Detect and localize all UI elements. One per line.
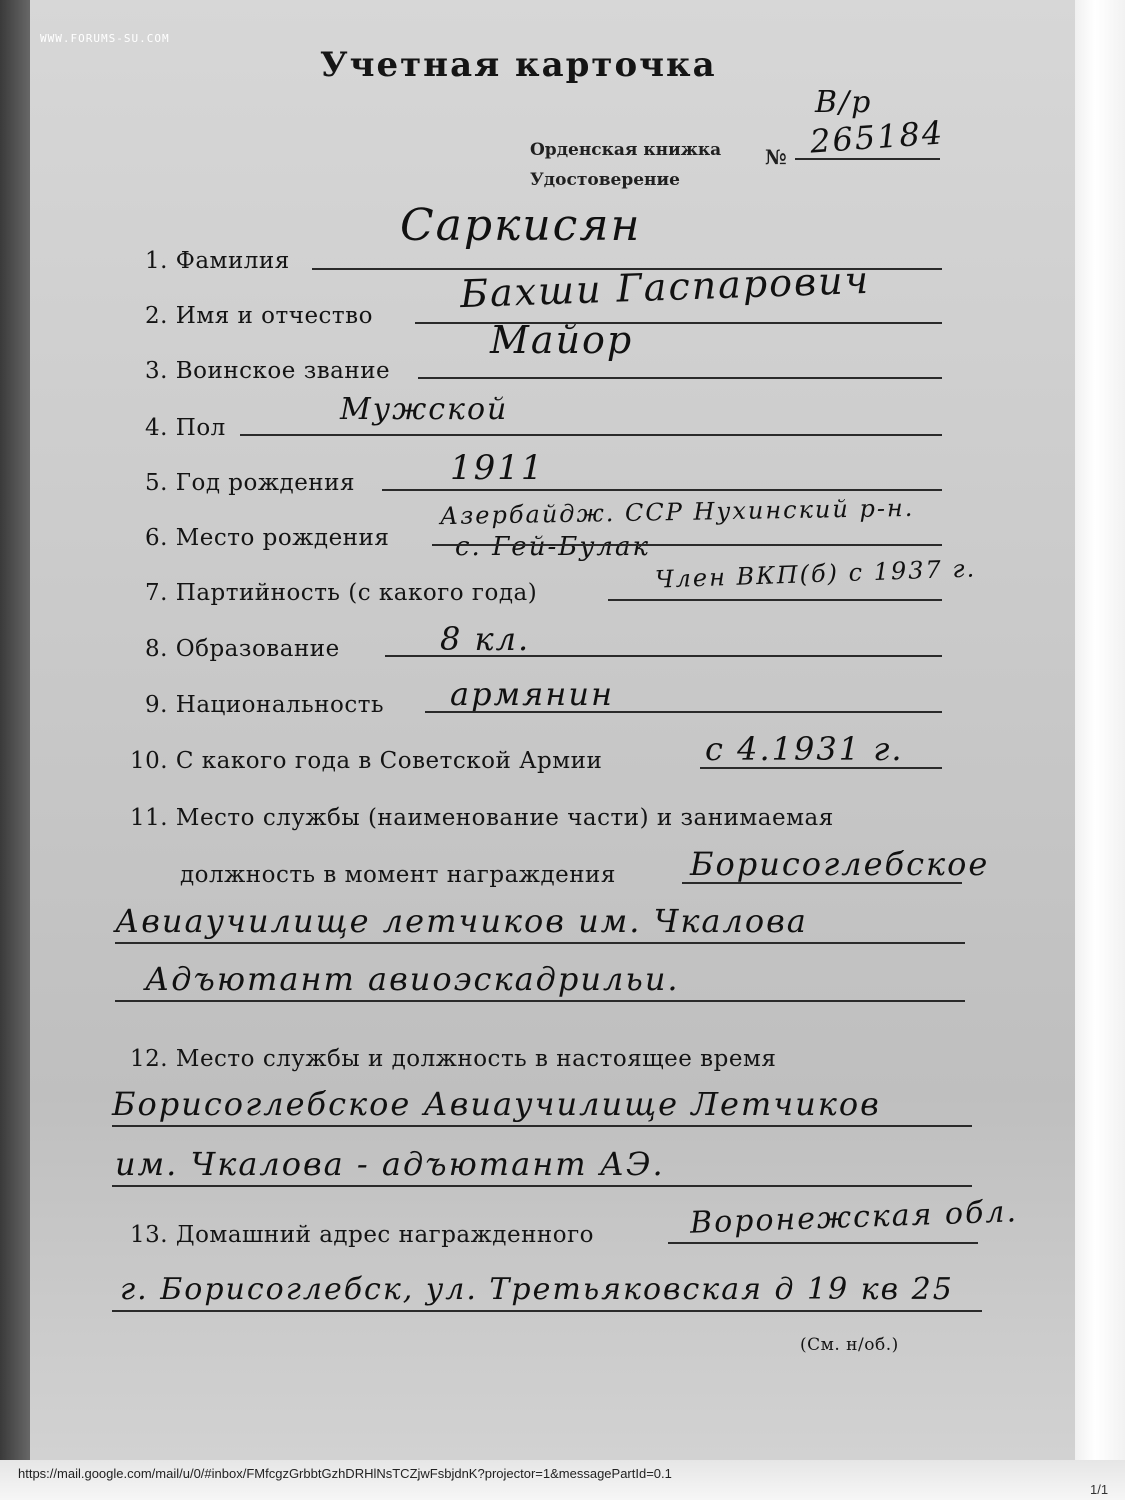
- field-value-birthplace-village: с. Гей-Булак: [455, 532, 650, 562]
- field-label-education: 8. Образование: [145, 636, 340, 662]
- field-value-sex: Мужской: [340, 392, 509, 427]
- field-line: [385, 655, 942, 657]
- field-line: [700, 767, 942, 769]
- field-value-home-address: г. Борисоглебск, ул. Третьяковская д 19 кв 25: [120, 1272, 954, 1307]
- field-line: [382, 489, 942, 491]
- field-label-rank: 3. Воинское звание: [145, 358, 391, 384]
- field-line: [608, 599, 942, 601]
- field-value-surname: Саркисян: [400, 200, 642, 251]
- browser-url: https://mail.google.com/mail/u/0/#inbox/FMfcgzGrbbtGzhDRHlNsTCZjwFsbjdnK?projector=1&messagePartId=0.1: [18, 1466, 672, 1481]
- certificate-label: Удостоверение: [530, 170, 680, 190]
- field-value-service-unit: Борисоглебское: [690, 845, 990, 883]
- series-value: В/р: [815, 85, 873, 120]
- field-line: [432, 544, 942, 546]
- field-value-army-since: с 4.1931 г.: [705, 730, 904, 768]
- field-line: [112, 1185, 972, 1187]
- order-book-label: Орденская книжка: [530, 140, 722, 160]
- field-value-education: 8 кл.: [440, 620, 531, 658]
- field-label-surname: 1. Фамилия: [145, 248, 290, 274]
- field-label-name: 2. Имя и отчество: [145, 303, 373, 329]
- field-label-home-address: 13. Домашний адрес награжденного: [130, 1222, 594, 1248]
- field-value-current-service: Борисоглебское Авиаучилище Летчиков: [112, 1085, 881, 1123]
- field-value-service-unit-2: Авиаучилище летчиков им. Чкалова: [115, 902, 808, 940]
- field-value-party: Член ВКП(б) с 1937 г.: [654, 554, 977, 594]
- field-value-nationality: армянин: [450, 675, 615, 713]
- field-line: [668, 1242, 978, 1244]
- field-label-birthplace: 6. Место рождения: [145, 525, 390, 551]
- number-sign: №: [765, 145, 787, 169]
- field-line: [112, 1310, 982, 1312]
- watermark: WWW.FORUMS-SU.COM: [40, 32, 170, 45]
- sheet-edge: [1075, 0, 1125, 1500]
- card-title: Учетная карточка: [320, 45, 717, 85]
- field-label-birth-year: 5. Год рождения: [145, 470, 355, 496]
- field-value-name: Бахши Гаспарович: [459, 257, 871, 317]
- field-label-service-at-award: 11. Место службы (наименование части) и занимаемая: [130, 805, 834, 831]
- field-line: [112, 1125, 972, 1127]
- field-value-current-service-2: им. Чкалова - адъютант АЭ.: [115, 1145, 665, 1183]
- field-line: [682, 882, 962, 884]
- footnote: (См. н/об.): [800, 1335, 899, 1355]
- field-line: [115, 1000, 965, 1002]
- field-label-sex: 4. Пол: [145, 415, 226, 441]
- order-book-number: 265184: [808, 113, 946, 161]
- field-label-army-since: 10. С какого года в Советской Армии: [130, 748, 603, 774]
- field-label-current-service: 12. Место службы и должность в настоящее время: [130, 1046, 777, 1072]
- page-counter: 1/1: [1090, 1482, 1109, 1497]
- field-value-birthplace: Азербайдж. ССР Нухинский р-н.: [439, 493, 915, 531]
- field-line: [240, 434, 942, 436]
- number-line: [795, 158, 940, 160]
- field-label-party: 7. Партийность (с какого года): [145, 580, 538, 606]
- field-value-home-address-region: Воронежская обл.: [689, 1194, 1019, 1241]
- field-line: [418, 377, 942, 379]
- field-line: [115, 942, 965, 944]
- field-line: [425, 711, 942, 713]
- field-label-service-at-award-2: должность в момент награждения: [180, 862, 616, 888]
- field-label-nationality: 9. Национальность: [145, 692, 384, 718]
- field-value-rank: Майор: [490, 318, 634, 362]
- field-value-birth-year: 1911: [450, 448, 545, 488]
- field-value-service-position: Адъютант авиоэскадрильи.: [145, 960, 680, 998]
